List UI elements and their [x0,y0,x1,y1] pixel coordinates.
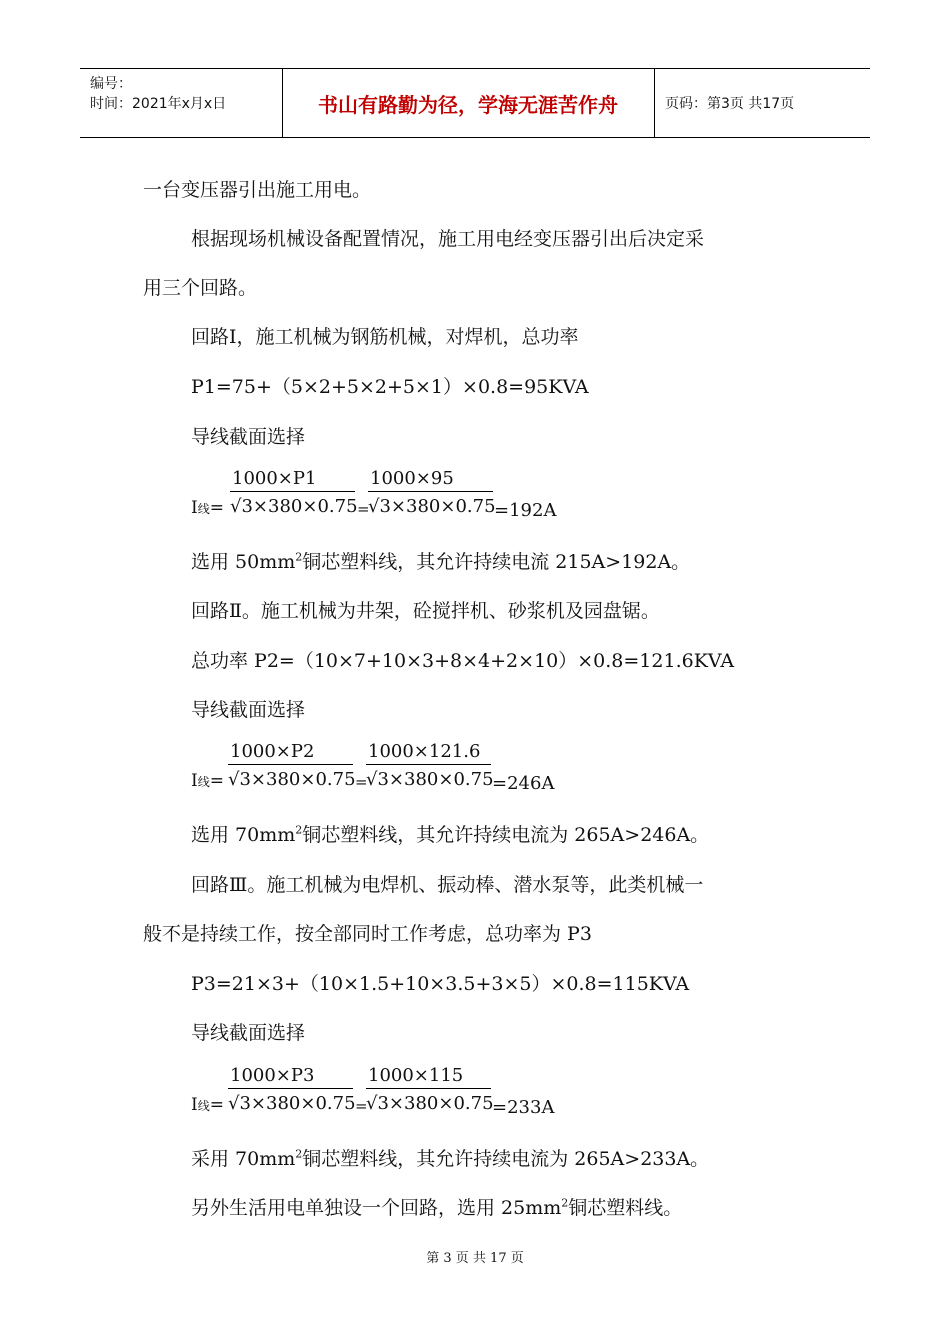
header-motto: 书山有路勤为径，学海无涯苦作舟 [282,69,655,137]
header-meta [80,69,283,137]
formula-lhs: I [191,498,198,518]
fraction-bar [228,764,353,765]
fraction-bar [228,1088,353,1089]
formula-numerator: 1000×P1 [232,468,317,489]
formula-lhs: I [191,1095,198,1115]
text-line: 采用 $70mm^2$铜芯塑料线，其允许持续电流为 265A>233A。 [191,1147,710,1170]
formula-numerator: 1000×95 [370,468,454,489]
text-line: P1=75+（5×2+5×2+5×1）×0.8=95KVA [191,376,589,398]
formula-result: =233A [492,1097,555,1118]
fraction-bar [230,491,355,492]
text-line: 导线截面选择 [191,699,306,721]
text-line: 选用 $50mm^2$铜芯塑料线，其允许持续电流 215A>192A。 [191,550,691,573]
text-line: 回路Ⅲ。施工机械为电焊机、振动棒、潜水泵等，此类机械一 [191,874,704,896]
text-line: 导线截面选择 [191,1022,306,1044]
formula-result: =192A [494,500,557,521]
text-line: 根据现场机械设备配置情况，施工用电经变压器引出后决定采 [191,228,705,250]
formula-numerator: 1000×P2 [230,741,315,762]
text-line: 另外生活用电单独设一个回路，选用 $25mm^2$铜芯塑料线。 [191,1196,683,1219]
formula-result: =246A [492,773,555,794]
formula-denominator: √3×380×0.75 [366,1093,494,1114]
text-line: 般不是持续工作，按全部同时工作考虑，总功率为 P3 [143,923,592,945]
formula-numerator: 1000×P3 [230,1065,315,1086]
text-line: 导线截面选择 [191,426,306,448]
fraction-bar [368,491,493,492]
header-page-info: 页码：第3页 共17页 [665,96,795,112]
formula-denominator: √3×380×0.75 [368,496,496,517]
text-line: 回路I，施工机械为钢筋机械，对焊机，总功率 [191,326,579,348]
formula-numerator: 1000×121.6 [368,741,481,762]
text-line: 总功率 P2=（10×7+10×3+8×4+2×10）×0.8=121.6KVA [191,650,735,672]
text-line: 选用 $70mm^2$铜芯塑料线，其允许持续电流为 265A>246A。 [191,823,710,846]
number-label: 编号： [90,76,132,92]
page-header [80,68,870,138]
time-label: 时间：2021年x月x日 [90,96,227,112]
fraction-bar [366,764,491,765]
page-footer: 第 3 页 共 17 页 [426,1251,524,1266]
formula-numerator: 1000×115 [368,1065,464,1086]
text-line: 用三个回路。 [143,277,258,299]
text-line: 一台变压器引出施工用电。 [143,179,372,201]
formula-sub: 线 [197,502,210,516]
formula-denominator: √3×380×0.75 [228,1093,356,1114]
fraction-bar [366,1088,491,1089]
formula-lhs: I [191,771,198,791]
formula-denominator: √3×380×0.75 [228,769,356,790]
formula-sub: 线 [197,1099,210,1113]
text-line: 回路Ⅱ。施工机械为井架，砼搅拌机、砂浆机及园盘锯。 [191,600,660,622]
formula-sub: 线 [197,775,210,789]
formula-denominator: √3×380×0.75 [230,496,358,517]
text-line: P3=21×3+（10×1.5+10×3.5+3×5）×0.8=115KVA [191,973,690,995]
formula-denominator: √3×380×0.75 [366,769,494,790]
